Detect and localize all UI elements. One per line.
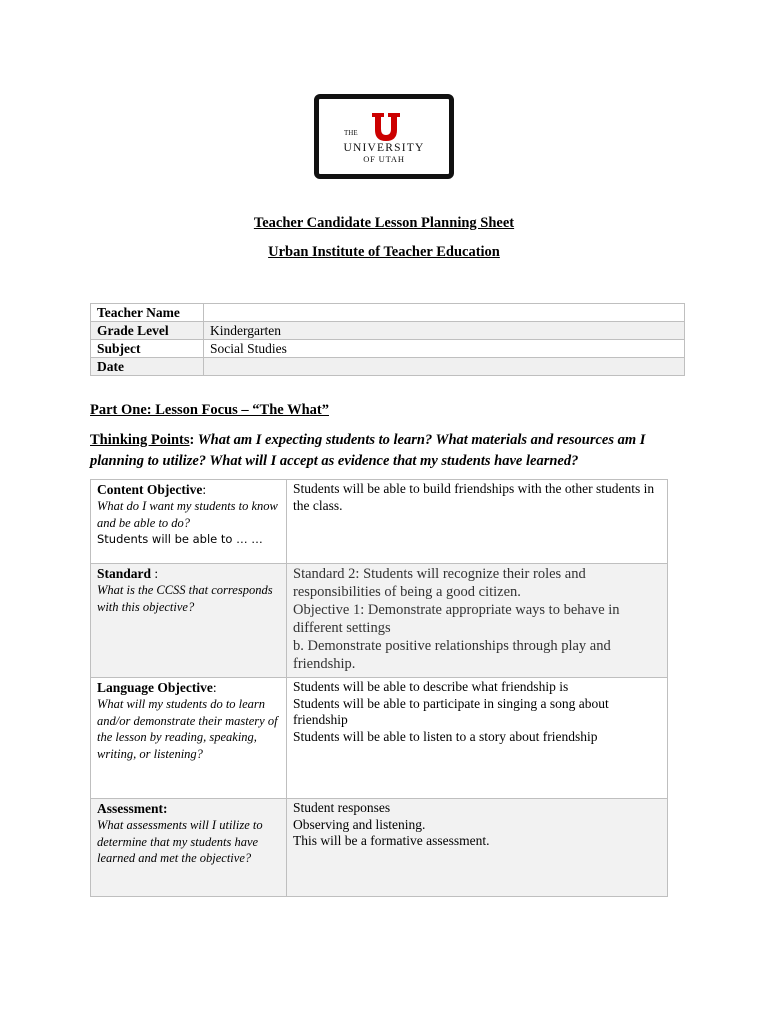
university-logo <box>314 94 454 179</box>
response-line: Standard 2: Students will recognize their roles and responsibilities of being a good citizen. <box>293 566 586 600</box>
info-value[interactable]: Kindergarten <box>204 322 685 340</box>
info-row <box>91 358 685 376</box>
teacher-info-table <box>90 303 685 376</box>
heading-colon: : <box>202 482 207 497</box>
standard-response[interactable] <box>287 564 668 678</box>
section-heading: Part One: Lesson Focus – “The What” <box>90 402 329 418</box>
table-row <box>91 799 668 897</box>
logo-of-utah-text: OF UTAH <box>363 154 405 164</box>
content-objective-note: Students will be able to … … <box>97 532 263 546</box>
language-objective-response[interactable] <box>287 678 668 799</box>
content-objective-response[interactable] <box>287 480 668 564</box>
info-value[interactable]: Social Studies <box>204 340 685 358</box>
response-line: Students will be able to build friendships with the other students in the class. <box>293 481 655 513</box>
language-objective-prompt: What will my students do to learn and/or demonstrate their mastery of the lesson by reading, speaking, writing, or listening? <box>97 697 278 761</box>
info-label: Teacher Name <box>91 304 204 322</box>
info-label: Subject <box>91 340 204 358</box>
heading-colon: : <box>151 566 159 581</box>
info-value[interactable] <box>204 304 685 322</box>
info-row <box>91 340 685 358</box>
language-objective-heading: Language Objective <box>97 680 213 695</box>
standard-label-cell <box>91 564 287 678</box>
heading-colon: : <box>212 680 217 695</box>
info-value[interactable] <box>204 358 685 376</box>
assessment-prompt: What assessments will I utilize to determine that my students have learned and met the objective? <box>97 818 263 865</box>
thinking-points-label: Thinking Points <box>90 432 190 448</box>
table-row <box>91 678 668 799</box>
info-row <box>91 304 685 322</box>
content-objective-label-cell <box>91 480 287 564</box>
response-line: Objective 1: Demonstrate appropriate ways to behave in different settings <box>293 602 620 636</box>
thinking-question: What will I accept as evidence that my students have learned? <box>206 453 579 469</box>
table-row <box>91 564 668 678</box>
response-line: Students will be able to listen to a story about friendship <box>293 728 598 744</box>
objectives-table <box>90 479 668 897</box>
thinking-points <box>90 430 690 472</box>
response-line: b. Demonstrate positive relationships through play and friendship. <box>293 638 611 672</box>
response-line: Students will be able to participate in singing a song about friendship <box>293 695 609 727</box>
assessment-response[interactable] <box>287 799 668 897</box>
thinking-question: What am I expecting students to learn? What materials and resources am I planning to utilize? <box>90 432 646 469</box>
info-label: Date <box>91 358 204 376</box>
info-row <box>91 322 685 340</box>
table-row <box>91 480 668 564</box>
content-objective-heading: Content Objective <box>97 482 203 497</box>
assessment-heading: Assessment: <box>97 801 168 816</box>
standard-heading: Standard <box>97 566 152 581</box>
thinking-points-colon: : <box>189 432 195 448</box>
response-line: Observing and listening. <box>293 816 426 832</box>
response-line: Student responses <box>293 800 391 815</box>
assessment-label-cell <box>91 799 287 897</box>
content-objective-prompt: What do I want my students to know and be able to do? <box>97 499 278 530</box>
language-objective-label-cell <box>91 678 287 799</box>
logo-the-text: THE <box>344 129 358 137</box>
standard-prompt: What is the CCSS that corresponds with this objective? <box>97 583 273 614</box>
info-label: Grade Level <box>91 322 204 340</box>
page-subtitle: Urban Institute of Teacher Education <box>268 244 500 260</box>
page-title: Teacher Candidate Lesson Planning Sheet <box>253 215 515 231</box>
logo-university-text: UNIVERSITY <box>343 142 425 154</box>
response-line: This will be a formative assessment. <box>293 833 490 848</box>
response-line: Students will be able to describe what friendship is <box>293 679 569 694</box>
